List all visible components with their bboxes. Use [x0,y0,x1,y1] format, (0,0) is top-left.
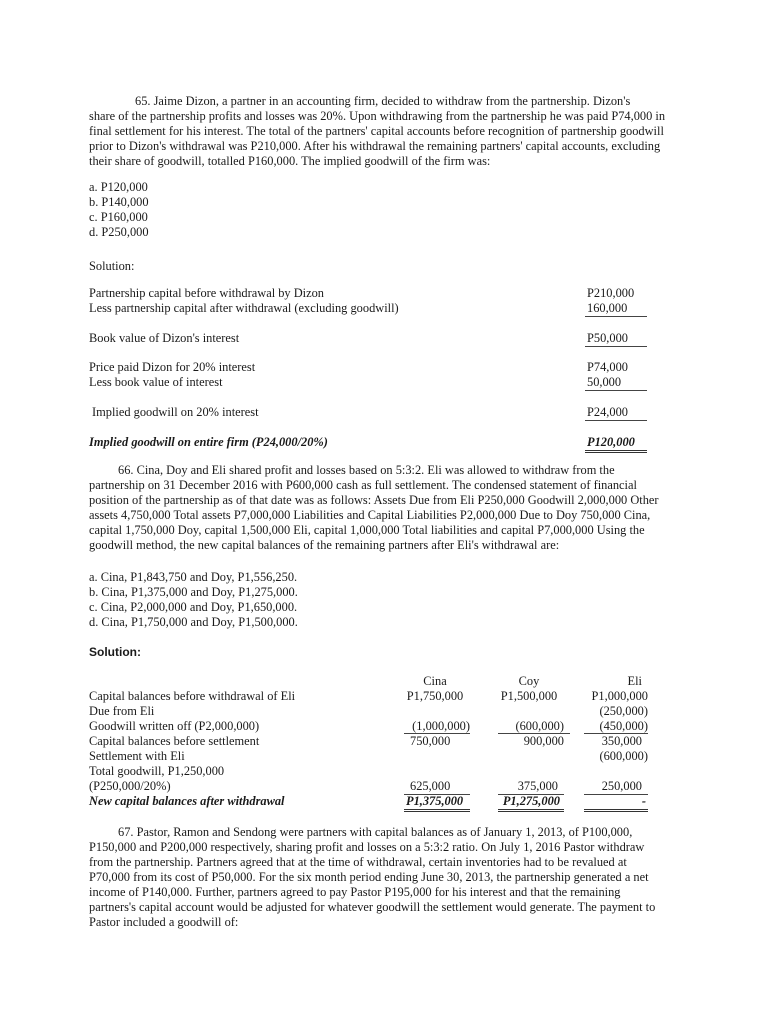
eli-due-from: (250,000) [599,704,648,718]
q65-total-label: Implied goodwill on entire firm (P24,000/20%) [89,435,328,449]
q66-row-label: Settlement with Eli [89,749,185,763]
q66-row-label: Goodwill written off (P2,000,000) [89,719,260,733]
q65-row-value: P74,000 [587,360,628,374]
column-header-coy [494,674,564,704]
q67-line: P70,000 from its cost of P50,000. For the six month period ending June 30, 2013, the partnership generated a net [89,870,649,884]
q66-choice: a. Cina, P1,843,750 and Doy, P1,556,250. [89,570,298,584]
q66-choice: b. Cina, P1,375,000 and Doy, P1,275,000. [89,585,298,599]
cina-goodwill-share: 625,000 [410,779,451,793]
q65-choice: a. P120,000 [89,180,148,194]
q65-choice: b. P140,000 [89,195,149,209]
cina-before-settlement: 750,000 [410,734,451,748]
column-opening-balance: P1,750,000 [406,689,464,703]
cina-new-balance: P1,375,000 [406,794,464,808]
q65-row-label: Less book value of interest [89,375,223,389]
coy-goodwill-share: 375,000 [517,779,558,793]
q67-line: partners's capital account would be adjusted for whatever goodwill the settlement would generate. The payment to [89,900,656,914]
q67-line: income of P140,000. Further, partners agreed to pay Pastor P195,000 for his interest and that the remaining [89,885,621,899]
q65-line: prior to Dizon's withdrawal was P210,000. After his withdrawal the remaining partners' capital accounts, excluding [89,139,661,153]
q66-solution-label: Solution: [89,645,141,659]
column-header-cina [400,674,470,704]
q66-choice: c. Cina, P2,000,000 and Doy, P1,650,000. [89,600,298,614]
q65-row-value: 50,000 [587,375,622,389]
cina-total-rule [404,809,470,812]
coy-new-balance: P1,275,000 [502,794,560,808]
q66-line: goodwill method, the new capital balances of the remaining partners after Eli's withdrawal are: [89,538,560,552]
q66-line: partnership on 31 December 2016 with P600,000 cash as full settlement. The condensed statement of financial [89,478,637,492]
q66-choices [89,570,298,630]
q66-line: assets 4,750,000 Total assets P7,000,000 Liabilities and Capital Liabilities P2,000,000 Due to Doy 750,000 Cina, [89,508,651,522]
coy-before-settlement: 900,000 [523,734,564,748]
q66-row-label: (P250,000/20%) [89,779,171,793]
eli-total-rule [584,809,648,812]
q65-row-value: P210,000 [587,286,635,300]
q65-row-label: Partnership capital before withdrawal by Dizon [89,286,324,300]
q65-sum-rule [585,316,647,317]
q67-line: P150,000 and P200,000 respectively, sharing profit and losses on a 5:3:2 ratio. On July 1, 2016 Pastor withdraw [89,840,645,854]
q66-line: capital 1,750,000 Doy, capital 1,500,000 Eli, capital 1,000,000 Total liabilities and capital P7,000,000 Using the [89,523,645,537]
q65-solution-label: Solution: [89,259,135,273]
q65-sum-rule [585,420,647,421]
q66-question-text [89,463,674,553]
q65-row-value: 160,000 [587,301,628,315]
eli-new-balance: - [641,794,646,808]
q65-choices [89,180,149,240]
q65-line: 65. Jaime Dizon, a partner in an accounting firm, decided to withdraw from the partnership. Dizon's [135,94,631,108]
eli-settlement: (600,000) [599,749,648,763]
q67-line: 67. Pastor, Ramon and Sendong were partners with capital balances as of January 1, 2013, of P100,000, [118,825,633,839]
q65-question-text [89,94,674,169]
q67-line: from the partnership. Partners agreed that at the time of withdrawal, certain inventories had to be revalued at [89,855,627,869]
q67-line: Pastor included a goodwill of: [89,915,239,929]
q65-line: share of the partnership profits and losses was 20%. Upon withdrawing from the partnership he was paid P74,000 in [89,109,666,123]
column-opening-balance: P1,500,000 [500,689,558,703]
q65-row-label: Price paid Dizon for 20% interest [89,360,256,374]
q65-line: final settlement for his interest. The total of the partners' capital accounts before recognition of partnership goodwill [89,124,664,138]
q65-total-value: P120,000 [587,435,635,449]
column-opening-balance: P1,000,000 [591,689,648,703]
q66-row-label: New capital balances after withdrawal [89,794,285,808]
q66-row-label: Capital balances before settlement [89,734,260,748]
q65-choice: c. P160,000 [89,210,148,224]
q65-choice: d. P250,000 [89,225,149,239]
q66-row-labels [89,689,295,809]
q66-line: 66. Cina, Doy and Eli shared profit and losses based on 5:3:2. Eli was allowed to withdraw from the [118,463,615,477]
cina-writeoff: (1,000,000) [412,719,470,733]
eli-before-settlement: 350,000 [601,734,642,748]
q67-question-text [89,825,674,930]
eli-writeoff: (450,000) [599,719,648,733]
q66-row-label: Capital balances before withdrawal of Eli [89,689,296,703]
q66-line: position of the partnership as of that date was as follows: Assets Due from Eli P250,000 Goodwill 2,000,000 Other [89,493,659,507]
column-name: Cina [423,674,447,688]
q66-row-label: Total goodwill, P1,250,000 [89,764,225,778]
q65-row-label: Less partnership capital after withdrawal (excluding goodwill) [89,301,399,315]
column-name: Coy [518,674,540,688]
q66-choice: d. Cina, P1,750,000 and Doy, P1,500,000. [89,615,298,629]
q65-sum-rule [585,346,647,347]
q65-row-label: Book value of Dizon's interest [89,331,240,345]
column-header-eli [584,674,648,704]
column-name: Eli [627,674,642,688]
q66-row-label: Due from Eli [89,704,155,718]
q65-row-value: P50,000 [587,331,628,345]
q65-sum-rule [585,390,647,391]
eli-goodwill-share: 250,000 [601,779,642,793]
coy-writeoff: (600,000) [515,719,564,733]
q65-total-rule [585,450,647,453]
q65-row-value: P24,000 [587,405,628,419]
coy-total-rule [498,809,564,812]
q65-line: their share of goodwill, totalled P160,000. The implied goodwill of the firm was: [89,154,491,168]
q65-row-label: Implied goodwill on 20% interest [92,405,259,419]
